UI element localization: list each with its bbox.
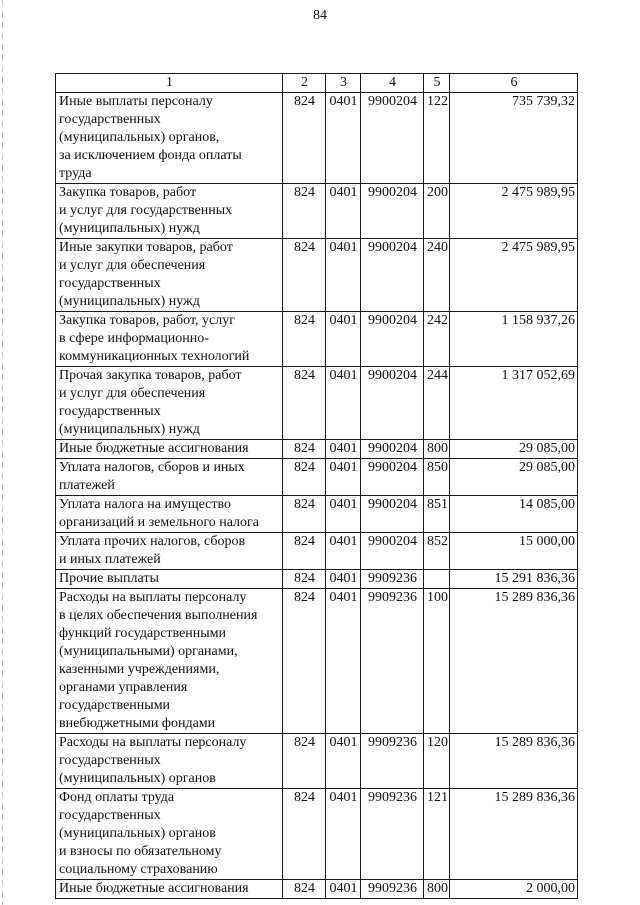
department-code-cell: 824 — [283, 93, 326, 184]
target-article-cell: 9909236 — [361, 570, 424, 589]
target-article-cell: 9900204 — [361, 496, 424, 533]
department-code-cell: 824 — [283, 789, 326, 880]
expense-name-cell: Закупка товаров, работ, услуг в сфере информационно- коммуникационных технологий — [56, 312, 283, 367]
table-row — [56, 239, 578, 312]
table-row — [56, 367, 578, 440]
expense-name-cell: Иные выплаты персоналу государственных (муниципальных) органов, за исключением фонда оплаты труда — [56, 93, 283, 184]
expense-name-cell: Закупка товаров, работ и услуг для государственных (муниципальных) нужд — [56, 184, 283, 239]
expense-type-cell: 200 — [424, 184, 450, 239]
expense-name-cell: Иные бюджетные ассигнования — [56, 440, 283, 459]
target-article-cell: 9909236 — [361, 589, 424, 734]
amount-cell: 15 289 836,36 — [450, 734, 578, 789]
section-code-cell: 0401 — [326, 570, 361, 589]
table-row — [56, 184, 578, 239]
target-article-cell: 9909236 — [361, 789, 424, 880]
amount-cell: 735 739,32 — [450, 93, 578, 184]
expense-type-cell: 850 — [424, 459, 450, 496]
expense-type-cell: 800 — [424, 880, 450, 899]
section-code-cell: 0401 — [326, 440, 361, 459]
header-col-1: 1 — [56, 74, 283, 93]
amount-cell: 1 158 937,26 — [450, 312, 578, 367]
scan-edge-line — [2, 0, 3, 905]
table-row — [56, 440, 578, 459]
expense-name-cell: Иные бюджетные ассигнования — [56, 880, 283, 899]
page-number: 84 — [313, 8, 327, 23]
header-col-5: 5 — [424, 74, 450, 93]
section-code-cell: 0401 — [326, 789, 361, 880]
expense-type-cell: 240 — [424, 239, 450, 312]
section-code-cell: 0401 — [326, 239, 361, 312]
department-code-cell: 824 — [283, 440, 326, 459]
expense-name-cell: Уплата прочих налогов, сборов и иных платежей — [56, 533, 283, 570]
expense-type-cell: 851 — [424, 496, 450, 533]
amount-cell: 2 475 989,95 — [450, 184, 578, 239]
expense-name-cell: Прочие выплаты — [56, 570, 283, 589]
amount-cell: 1 317 052,69 — [450, 367, 578, 440]
section-code-cell: 0401 — [326, 589, 361, 734]
target-article-cell: 9900204 — [361, 367, 424, 440]
target-article-cell: 9900204 — [361, 459, 424, 496]
section-code-cell: 0401 — [326, 93, 361, 184]
expense-name-cell: Уплата налога на имущество организаций и земельного налога — [56, 496, 283, 533]
header-col-2: 2 — [283, 74, 326, 93]
expense-type-cell: 100 — [424, 589, 450, 734]
section-code-cell: 0401 — [326, 496, 361, 533]
department-code-cell: 824 — [283, 496, 326, 533]
section-code-cell: 0401 — [326, 184, 361, 239]
amount-cell: 2 475 989,95 — [450, 239, 578, 312]
target-article-cell: 9900204 — [361, 239, 424, 312]
target-article-cell: 9909236 — [361, 734, 424, 789]
amount-cell: 2 000,00 — [450, 880, 578, 899]
section-code-cell: 0401 — [326, 367, 361, 440]
department-code-cell: 824 — [283, 533, 326, 570]
table-row — [56, 734, 578, 789]
department-code-cell: 824 — [283, 880, 326, 899]
department-code-cell: 824 — [283, 367, 326, 440]
header-col-6: 6 — [450, 74, 578, 93]
table-row — [56, 570, 578, 589]
header-row — [56, 74, 578, 93]
budget-table — [55, 73, 578, 899]
department-code-cell: 824 — [283, 184, 326, 239]
department-code-cell: 824 — [283, 734, 326, 789]
amount-cell: 15 289 836,36 — [450, 589, 578, 734]
amount-cell: 14 085,00 — [450, 496, 578, 533]
section-code-cell: 0401 — [326, 312, 361, 367]
amount-cell: 15 291 836,36 — [450, 570, 578, 589]
expense-type-cell: 122 — [424, 93, 450, 184]
target-article-cell: 9900204 — [361, 533, 424, 570]
section-code-cell: 0401 — [326, 880, 361, 899]
expense-type-cell: 800 — [424, 440, 450, 459]
amount-cell: 29 085,00 — [450, 440, 578, 459]
expense-type-cell: 121 — [424, 789, 450, 880]
table-row — [56, 312, 578, 367]
expense-name-cell: Расходы на выплаты персоналу в целях обеспечения выполнения функций государственными (муниципальными) органами, казенными учреждениями, органами управления государственными внебюджетными фондами — [56, 589, 283, 734]
header-col-3: 3 — [326, 74, 361, 93]
expense-name-cell: Расходы на выплаты персоналу государственных (муниципальных) органов — [56, 734, 283, 789]
table-row — [56, 880, 578, 899]
header-col-4: 4 — [361, 74, 424, 93]
section-code-cell: 0401 — [326, 533, 361, 570]
table-row — [56, 459, 578, 496]
department-code-cell: 824 — [283, 570, 326, 589]
expense-type-cell — [424, 570, 450, 589]
expense-type-cell: 244 — [424, 367, 450, 440]
section-code-cell: 0401 — [326, 459, 361, 496]
department-code-cell: 824 — [283, 239, 326, 312]
target-article-cell: 9900204 — [361, 440, 424, 459]
table-body — [56, 93, 578, 899]
department-code-cell: 824 — [283, 589, 326, 734]
expense-name-cell: Прочая закупка товаров, работ и услуг для обеспечения государственных (муниципальных) нужд — [56, 367, 283, 440]
expense-name-cell: Уплата налогов, сборов и иных платежей — [56, 459, 283, 496]
expense-name-cell: Иные закупки товаров, работ и услуг для обеспечения государственных (муниципальных) нужд — [56, 239, 283, 312]
target-article-cell: 9900204 — [361, 312, 424, 367]
department-code-cell: 824 — [283, 459, 326, 496]
amount-cell: 15 289 836,36 — [450, 789, 578, 880]
table-row — [56, 789, 578, 880]
target-article-cell: 9900204 — [361, 184, 424, 239]
department-code-cell: 824 — [283, 312, 326, 367]
expense-type-cell: 242 — [424, 312, 450, 367]
amount-cell: 15 000,00 — [450, 533, 578, 570]
expense-type-cell: 852 — [424, 533, 450, 570]
table-row — [56, 496, 578, 533]
table-row — [56, 93, 578, 184]
section-code-cell: 0401 — [326, 734, 361, 789]
amount-cell: 29 085,00 — [450, 459, 578, 496]
expense-type-cell: 120 — [424, 734, 450, 789]
table-row — [56, 589, 578, 734]
table-row — [56, 533, 578, 570]
target-article-cell: 9909236 — [361, 880, 424, 899]
target-article-cell: 9900204 — [361, 93, 424, 184]
expense-name-cell: Фонд оплаты труда государственных (муниципальных) органов и взносы по обязательному социальному страхованию — [56, 789, 283, 880]
